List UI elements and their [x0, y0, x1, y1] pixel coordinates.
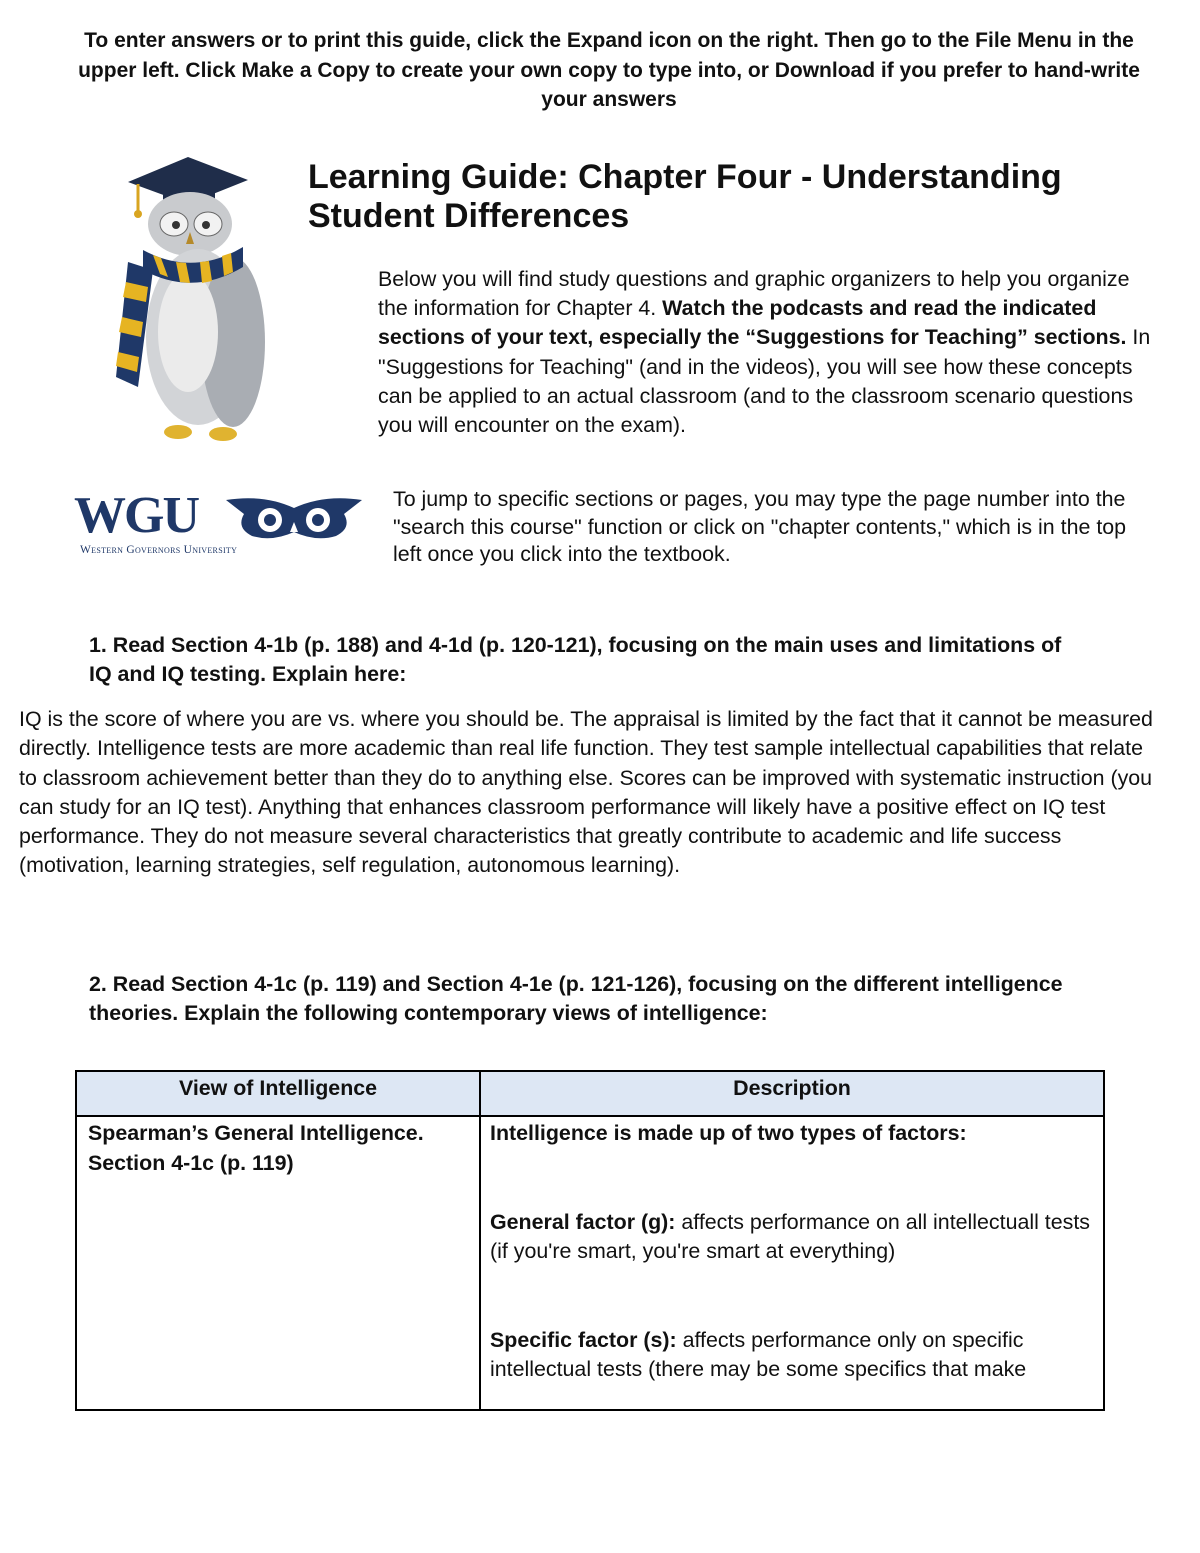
intelligence-views-table: [75, 1070, 1105, 1411]
logo-subtitle: Western Governors University: [80, 544, 238, 556]
intro-text-end: In "Suggestions for Teaching" (and in the videos), you will see how these concepts can be applied to an actual classroom (and to the classroom scenario questions you will encounter on the exam).: [378, 325, 1151, 438]
column-header-description: Description: [733, 1076, 851, 1100]
intro-text-start: Below you will find study questions and graphic organizers to help you organize the information for Chapter 4.: [378, 267, 1130, 321]
general-factor-label: General factor (g):: [490, 1210, 676, 1234]
column-header-view: View of Intelligence: [178, 1076, 378, 1100]
wgu-logo: [72, 487, 302, 570]
specific-factor-entry: [490, 1326, 1095, 1384]
general-factor-text: affects performance on all intellectuall tests (if you're smart, you're smart at everything): [490, 1210, 1090, 1263]
page-title: Learning Guide: Chapter Four - Understanding Student Differences: [308, 158, 1062, 235]
owl-mascot-illustration: [108, 152, 278, 447]
column-divider: [479, 1072, 481, 1409]
table-cell-view[interactable]: Spearman’s General Intelligence. Section 4-1c (p. 119): [88, 1121, 424, 1175]
table-cell-description[interactable]: [490, 1119, 1095, 1384]
navigation-tip: To jump to specific sections or pages, you may type the page number into the "search this course" function or click on "chapter contents," which is in the top left once you click into the textbook.: [393, 487, 1127, 566]
question-1: 1. Read Section 4-1b (p. 188) and 4-1d (p. 120-121), focusing on the main uses and limitations of IQ and IQ testing. Explain here:: [89, 633, 1062, 686]
instructions-notice: To enter answers or to print this guide, click the Expand icon on the right. Then go to the File Menu in the upper left. Click Make a Copy to create your own copy to type into, or Download if you prefer to hand-write your answers: [78, 29, 1140, 111]
specific-factor-label: Specific factor (s):: [490, 1328, 677, 1352]
logo-wordmark: WGU: [74, 487, 198, 544]
intro-paragraph: [378, 265, 1158, 440]
table-header-row: [77, 1072, 1103, 1117]
general-factor-entry: [490, 1208, 1095, 1266]
intro-emphasis: Watch the podcasts and read the indicated sections of your text, especially the “Suggestions for Teaching” sections.: [378, 296, 1127, 350]
specific-factor-text: affects performance only on specific intellectual tests (there may be some specifics that make: [490, 1328, 1027, 1381]
description-lead: Intelligence is made up of two types of factors:: [490, 1121, 967, 1145]
question-2: 2. Read Section 4-1c (p. 119) and Section 4-1e (p. 121-126), focusing on the different intelligence theories. Explain the following contemporary views of intelligence:: [89, 972, 1063, 1025]
answer-1[interactable]: IQ is the score of where you are vs. where you should be. The appraisal is limited by the fact that it cannot be measured directly. Intelligence tests are more academic than real life function. They test sample intellectual capabilities that relate to classroom achievement better than they do to anything else. Scores can be improved with systematic instruction (you can study for an IQ test). Anything that enhances classroom performance will likely have a positive effect on IQ test performance. They do not measure several characteristics that greatly contribute to academic and life success (motivation, learning strategies, self regulation, autonomous learning).: [19, 707, 1153, 878]
owl-logo-icon: [224, 492, 364, 542]
